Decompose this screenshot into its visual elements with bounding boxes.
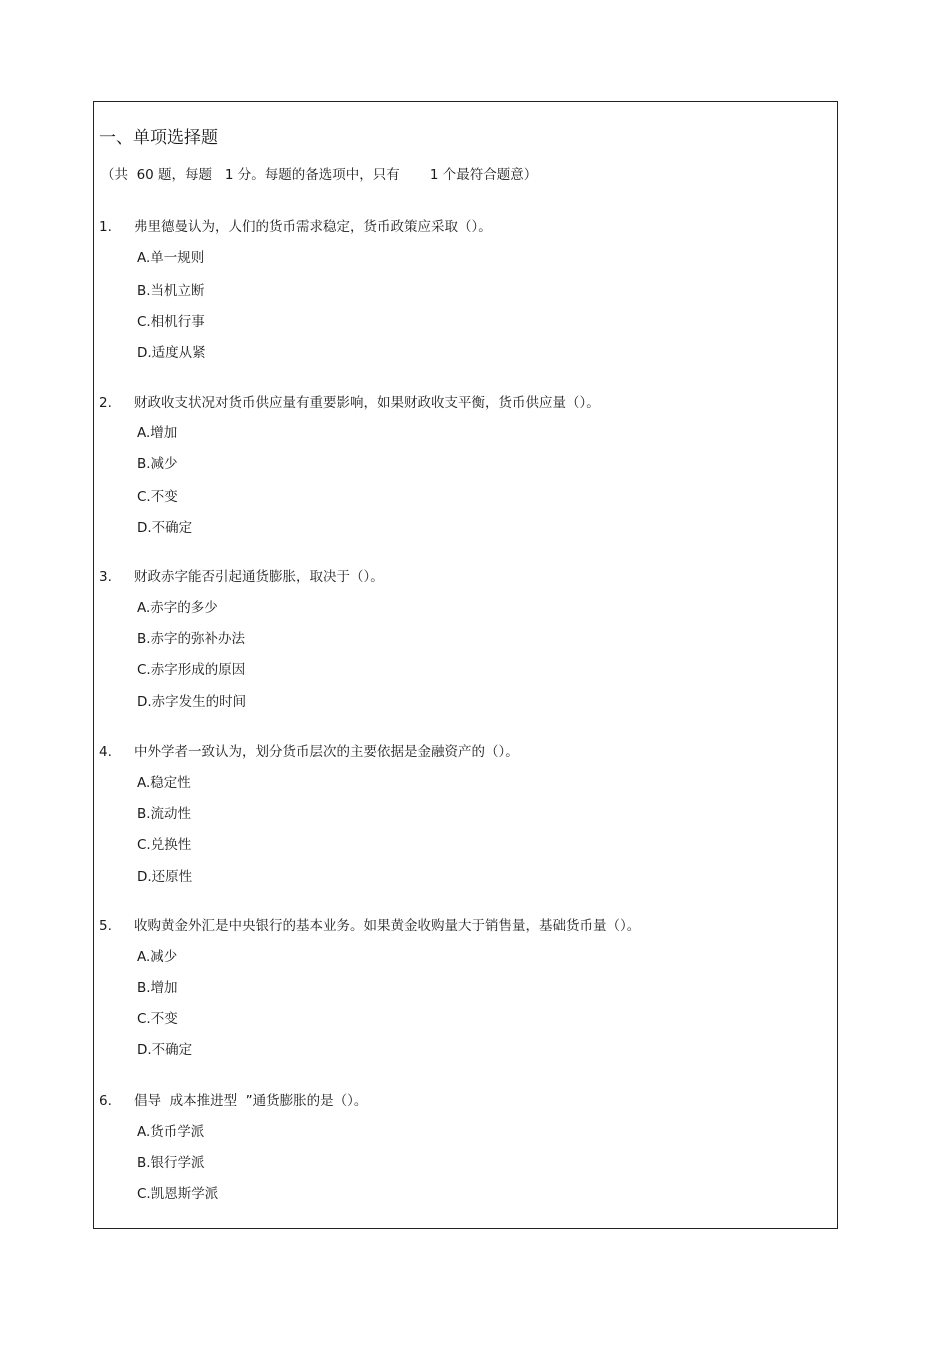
question-1-option-c: C.相机行事 <box>137 314 205 330</box>
question-6-option-b: B.银行学派 <box>137 1155 205 1171</box>
section-note: （共 60 题，每题 1 分。每题的备选项中，只有 1 个最符合题意） <box>101 167 538 183</box>
question-5-option-a: A.减少 <box>137 949 178 965</box>
question-1-text: 弗里德曼认为，人们的货币需求稳定，货币政策应采取（）。 <box>134 219 492 235</box>
question-4-option-a: A.稳定性 <box>137 775 191 791</box>
question-3-option-c: C.赤字形成的原因 <box>137 662 246 678</box>
question-4-text: 中外学者一致认为，划分货币层次的主要依据是金融资产的（）。 <box>134 744 519 760</box>
question-6-number: 6. <box>99 1093 112 1109</box>
question-3-number: 3. <box>99 569 112 585</box>
question-1-number: 1. <box>99 219 112 235</box>
question-3-option-d: D.赤字发生的时间 <box>137 694 247 710</box>
question-3-option-a: A.赤字的多少 <box>137 600 218 616</box>
question-2-option-c: C.不变 <box>137 489 178 505</box>
question-2-option-a: A.增加 <box>137 425 178 441</box>
question-2-number: 2. <box>99 395 112 411</box>
question-6-option-c: C.凯恩斯学派 <box>137 1186 219 1202</box>
question-3-option-b: B.赤字的弥补办法 <box>137 631 246 647</box>
question-6-option-a: A.货币学派 <box>137 1124 205 1140</box>
question-5-text: 收购黄金外汇是中央银行的基本业务。如果黄金收购量大于销售量，基础货币量（）。 <box>134 918 641 934</box>
question-1-option-d: D.适度从紧 <box>137 345 206 361</box>
question-4-option-c: C.兑换性 <box>137 837 192 853</box>
question-4-number: 4. <box>99 744 112 760</box>
question-1-option-a: A.单一规则 <box>137 250 205 266</box>
question-3-text: 财政赤字能否引起通货膨胀，取决于（）。 <box>134 569 384 585</box>
question-6-text: 倡导 成本推进型 ”通货膨胀的是（）。 <box>134 1093 368 1109</box>
question-5-option-b: B.增加 <box>137 980 178 996</box>
question-5-option-c: C.不变 <box>137 1011 178 1027</box>
question-5-option-d: D.不确定 <box>137 1042 193 1058</box>
question-2-option-d: D.不确定 <box>137 520 193 536</box>
question-2-option-b: B.减少 <box>137 456 178 472</box>
question-4-option-d: D.还原性 <box>137 869 193 885</box>
question-1-option-b: B.当机立断 <box>137 283 205 299</box>
question-2-text: 财政收支状况对货币供应量有重要影响，如果财政收支平衡，货币供应量（）。 <box>134 395 600 411</box>
question-5-number: 5. <box>99 918 112 934</box>
section-title: 一、单项选择题 <box>99 128 218 148</box>
question-4-option-b: B.流动性 <box>137 806 192 822</box>
